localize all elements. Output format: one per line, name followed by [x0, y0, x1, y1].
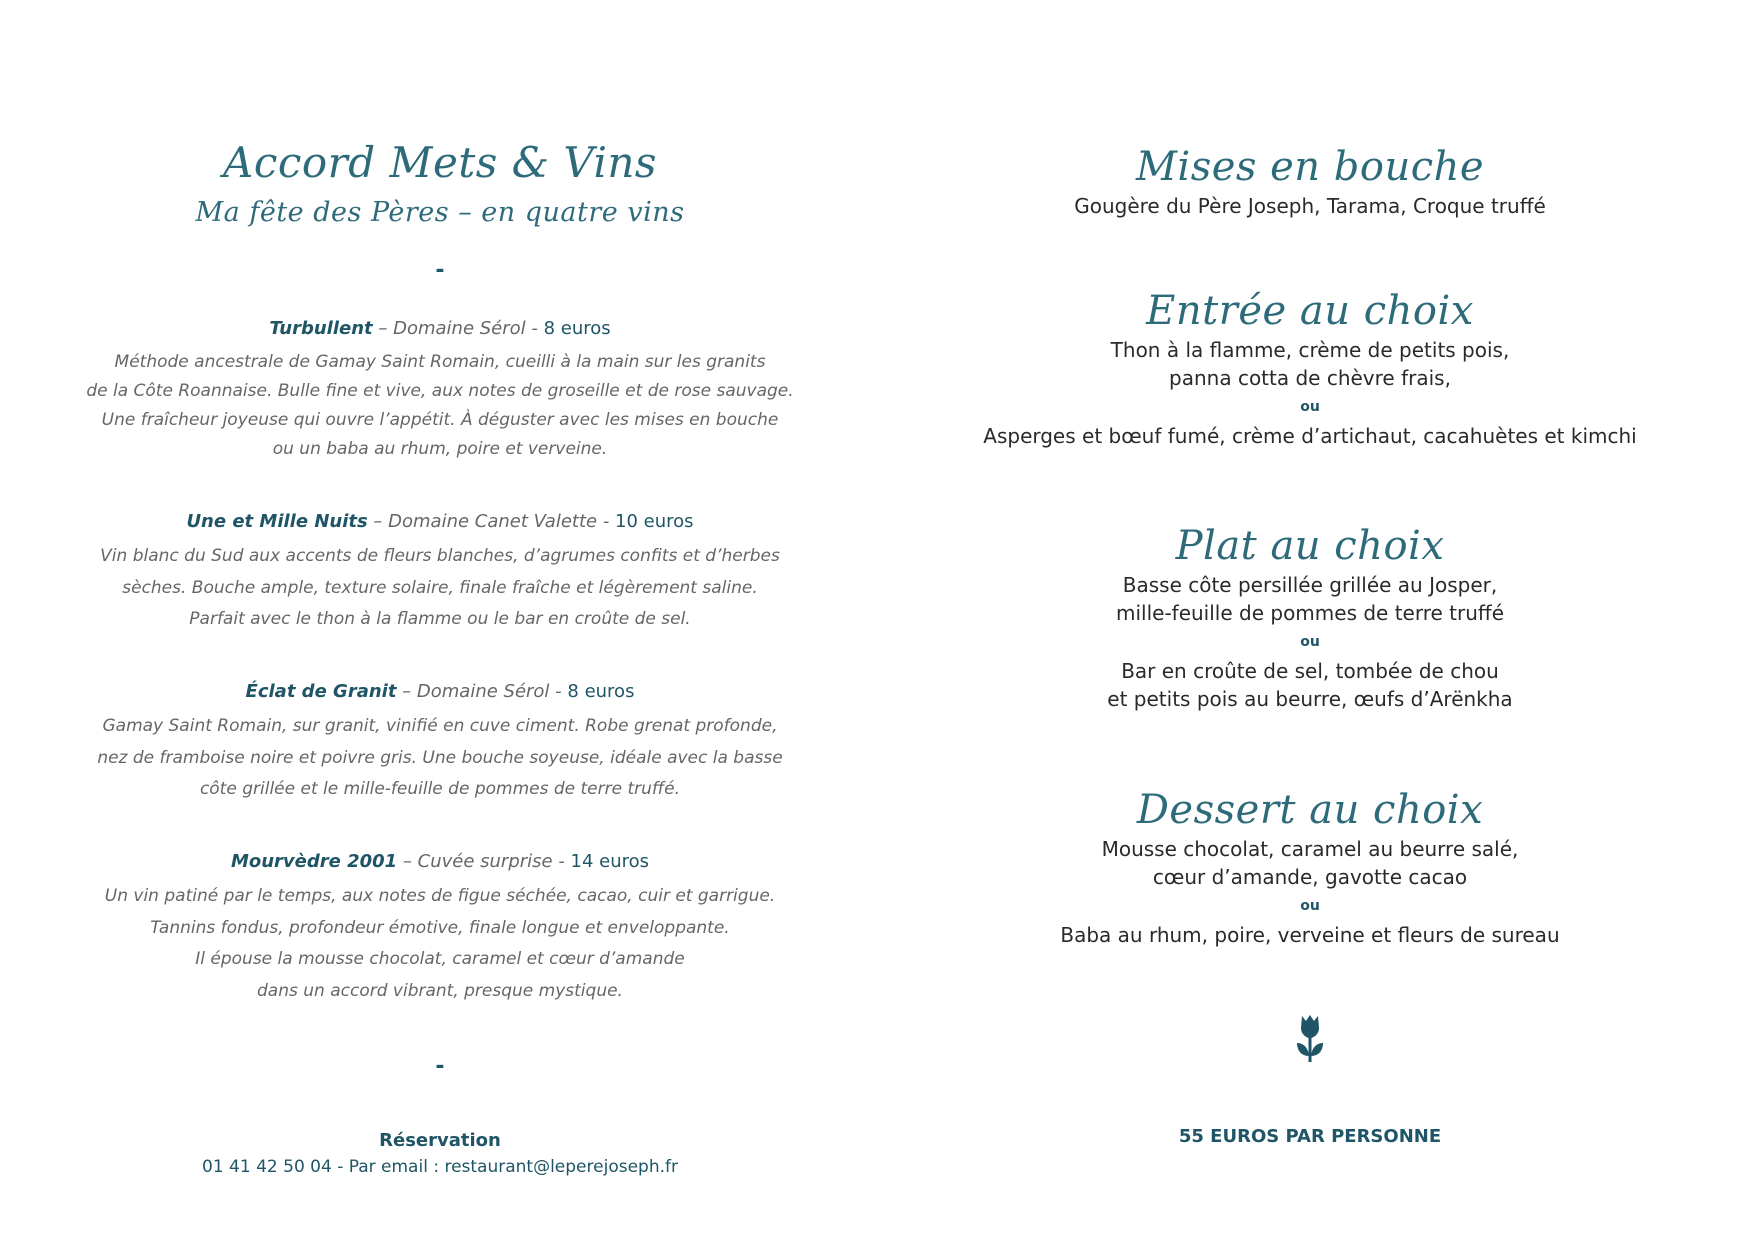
pairing-title: Accord Mets & Vins — [223, 138, 657, 187]
wine-description-line: Un vin patiné par le temps, aux notes de figue séchée, cacao, cuir et garrigue. — [104, 886, 776, 906]
divider-dash-bottom: - — [435, 1054, 445, 1079]
wine-description-line: Méthode ancestrale de Gamay Saint Romain, cueilli à la main sur les granits — [114, 352, 766, 372]
menu-section-starter — [920, 286, 1700, 450]
wine-domain: – Cuvée surprise - — [397, 851, 571, 872]
dish-line: Mousse chocolat, caramel au beurre salé, — [1101, 837, 1519, 861]
wine-name: Mourvèdre 2001 — [230, 851, 398, 872]
wine-price: 8 euros — [567, 681, 635, 702]
section-title: Mises en bouche — [1135, 144, 1485, 190]
wine-heading — [40, 509, 840, 535]
dish-line: Asperges et bœuf fumé, crème d’artichaut, cacahuètes et kimchi — [983, 424, 1637, 448]
wine-description-line: Gamay Saint Romain, sur granit, vinifié en cuve ciment. Robe grenat profonde, — [102, 716, 778, 736]
wine-domain: – Domaine Canet Valette - — [367, 511, 616, 532]
menu-section-main — [920, 521, 1700, 713]
dish-line: panna cotta de chèvre frais, — [1169, 366, 1451, 390]
dish-line: mille-feuille de pommes de terre truffé — [1115, 601, 1504, 625]
or-separator: ou — [1300, 399, 1320, 415]
reservation-contact[interactable]: 01 41 42 50 04 - Par email : restaurant@leperejoseph.fr — [202, 1157, 678, 1177]
wine-description-line: nez de framboise noire et poivre gris. Une bouche soyeuse, idéale avec la basse — [97, 747, 783, 768]
wine-item — [40, 679, 840, 806]
wine-description — [40, 348, 840, 464]
or-separator: ou — [1300, 634, 1320, 650]
dish-line: Baba au rhum, poire, verveine et fleurs de sureau — [1060, 923, 1560, 947]
wine-description — [40, 881, 840, 1007]
wine-description-line: sèches. Bouche ample, texture solaire, finale fraîche et légèrement saline. — [122, 577, 758, 598]
menu-section-amuse-bouche — [920, 142, 1700, 220]
pairing-subtitle: Ma fête des Pères – en quatre vins — [195, 197, 685, 228]
wine-heading — [40, 679, 840, 705]
wine-price: 8 euros — [543, 318, 611, 339]
wine-description — [40, 541, 840, 636]
wine-description-line: dans un accord vibrant, presque mystique. — [257, 980, 623, 1001]
dish-line: et petits pois au beurre, œufs d’Arënkha — [1107, 687, 1513, 711]
dish-line: Gougère du Père Joseph, Tarama, Croque truffé — [1074, 194, 1546, 218]
dish-line: Bar en croûte de sel, tombée de chou — [1121, 659, 1499, 683]
wine-description-line: Vin blanc du Sud aux accents de fleurs blanches, d’agrumes confits et d’herbes — [100, 546, 780, 566]
wine-item — [40, 316, 840, 464]
section-title: Dessert au choix — [1136, 787, 1484, 833]
wine-domain: – Domaine Sérol - — [372, 318, 544, 339]
wine-heading — [40, 316, 840, 342]
wine-description-line: côte grillée et le mille-feuille de pommes de terre truffé. — [199, 779, 681, 799]
wine-name: Turbullent — [269, 318, 373, 339]
wine-description-line: de la Côte Roannaise. Bulle fine et vive, aux notes de groseille et de rose sauvage. — [86, 381, 794, 401]
wine-price: 14 euros — [570, 851, 650, 872]
wine-domain: – Domaine Sérol - — [396, 681, 568, 702]
dish-line: Basse côte persillée grillée au Josper, — [1122, 573, 1498, 597]
wine-name: Une et Mille Nuits — [186, 511, 368, 532]
divider-dash-top: - — [435, 258, 445, 283]
wine-name: Éclat de Granit — [245, 681, 397, 702]
dish-line: Thon à la flamme, crème de petits pois, — [1110, 338, 1510, 362]
wine-item — [40, 509, 840, 636]
or-separator: ou — [1300, 898, 1320, 914]
wine-description-line: ou un baba au rhum, poire et verveine. — [272, 439, 608, 459]
wine-price: 10 euros — [615, 511, 694, 532]
dish-line: cœur d’amande, gavotte cacao — [1152, 865, 1468, 889]
wine-description — [40, 711, 840, 806]
wine-description-line: Tannins fondus, profondeur émotive, finale longue et enveloppante. — [150, 917, 730, 938]
wine-description-line: Une fraîcheur joyeuse qui ouvre l’appétit. À déguster avec les mises en bouche — [101, 410, 779, 430]
reservation-block — [40, 1128, 840, 1180]
wine-description-line: Il épouse la mousse chocolat, caramel et cœur d’amande — [195, 949, 685, 969]
menu-section-dessert — [920, 785, 1700, 949]
wine-item — [40, 849, 840, 1007]
reservation-title: Réservation — [379, 1130, 501, 1151]
tulip-icon — [1293, 1012, 1327, 1064]
section-title: Entrée au choix — [1146, 288, 1474, 334]
wine-heading — [40, 849, 840, 875]
wine-description-line: Parfait avec le thon à la flamme ou le bar en croûte de sel. — [189, 609, 691, 629]
section-title: Plat au choix — [1175, 523, 1445, 569]
menu-price: 55 EUROS PAR PERSONNE — [1178, 1126, 1442, 1147]
